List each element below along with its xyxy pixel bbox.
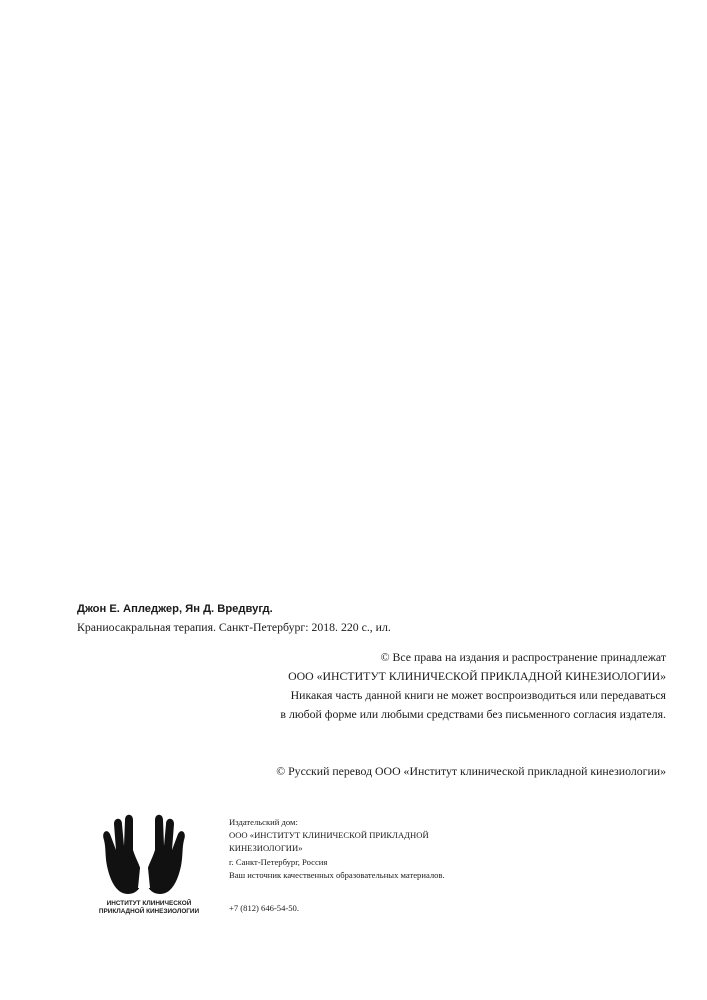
rights-line: в любой форме или любыми средствами без письменного согласия издателя. xyxy=(280,707,666,721)
institute-logo xyxy=(84,810,214,916)
publisher-name: КИНЕЗИОЛОГИИ» xyxy=(229,843,303,854)
bibliographic-record xyxy=(77,600,677,636)
publisher-phone: +7 (812) 646-54-50. xyxy=(229,903,300,914)
logo-caption: ИНСТИТУТ КЛИНИЧЕСКОЙ ПРИКЛАДНОЙ КИНЕЗИОЛОГИИ xyxy=(98,900,200,915)
rights-line: Никакая часть данной книги не может воспроизводиться или передаваться xyxy=(290,688,666,702)
publisher-tagline: Ваш источник качественных образовательных материалов. xyxy=(229,869,445,880)
book-description: Краниосакральная терапия. Санкт-Петербург: 2018. 220 с., ил. xyxy=(77,620,391,634)
publisher-heading: Издательский дом: xyxy=(229,817,298,827)
rights-notice xyxy=(66,648,666,724)
rights-line: ООО «ИНСТИТУТ КЛИНИЧЕСКОЙ ПРИКЛАДНОЙ КИНЕЗИОЛОГИИ» xyxy=(288,669,666,683)
translation-notice: © Русский перевод ООО «Институт клинической прикладной кинезиологии» xyxy=(276,764,666,778)
rights-line: © Все права на издания и распространение принадлежат xyxy=(380,650,666,664)
publisher-name: ООО «ИНСТИТУТ КЛИНИЧЕСКОЙ ПРИКЛАДНОЙ xyxy=(229,830,429,841)
hands-holding-figure-icon xyxy=(98,810,190,896)
publisher-info xyxy=(229,816,549,915)
book-authors: Джон Е. Апледжер, Ян Д. Вредвугд. xyxy=(77,603,273,615)
publisher-city: г. Санкт-Петербург, Россия xyxy=(229,856,328,867)
